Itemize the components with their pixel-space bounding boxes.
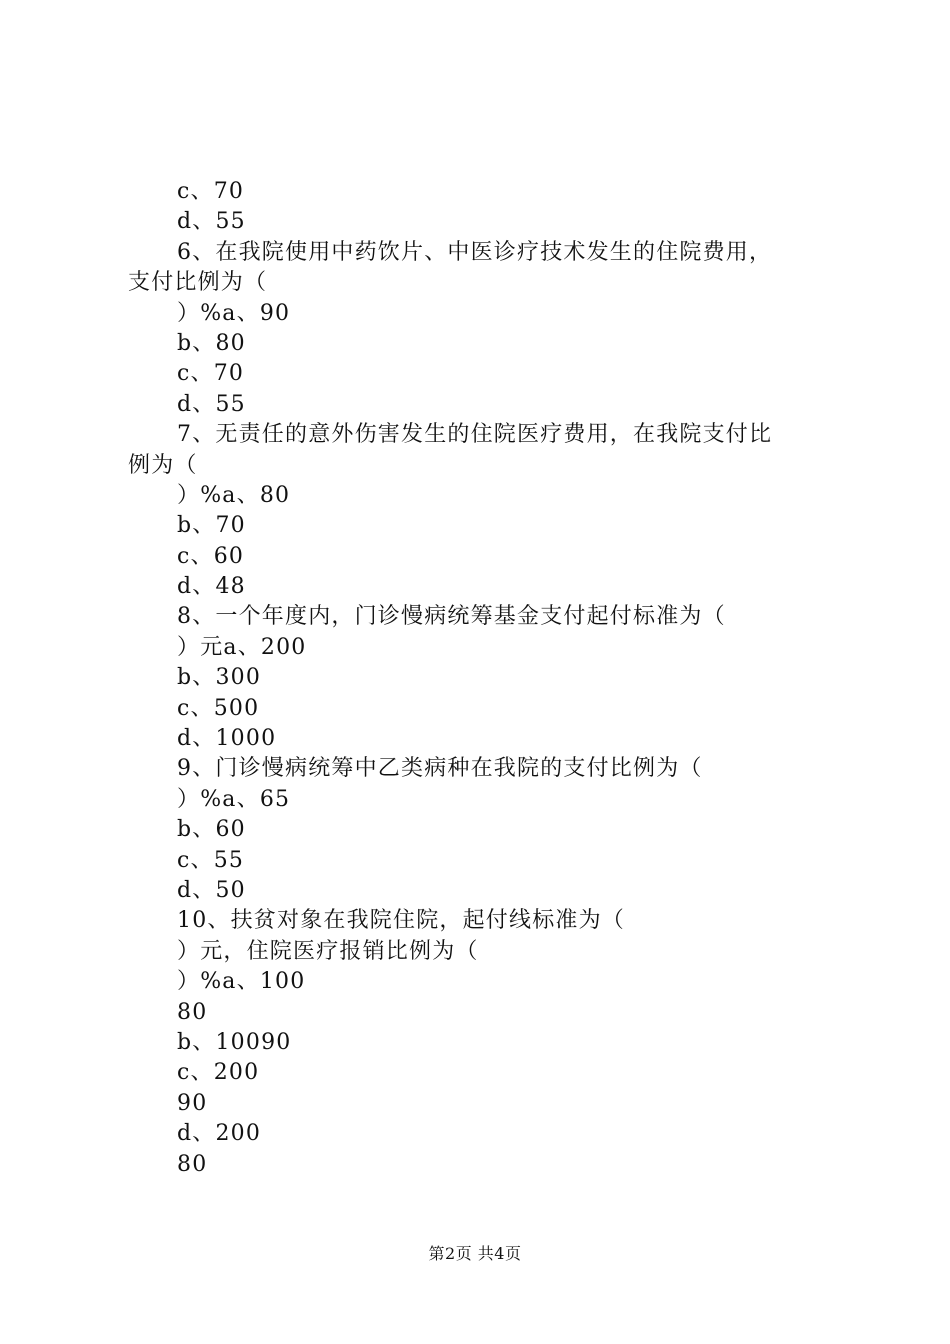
text-line: ）%a、80 — [177, 482, 291, 508]
text-line: c、70 — [177, 361, 245, 387]
text-line: d、50 — [177, 877, 246, 903]
text-line: ）%a、90 — [177, 300, 291, 326]
text-line: 7、无责任的意外伤害发生的住院医疗费用，在我院支付比 — [177, 422, 773, 448]
text-line: d、55 — [177, 391, 246, 417]
text-line: 8、一个年度内，门诊慢病统筹基金支付起付标准为（ — [177, 604, 726, 630]
text-line: d、1000 — [177, 726, 277, 752]
text-line: 90 — [177, 1090, 208, 1116]
text-line: d、48 — [177, 574, 246, 600]
text-line: b、60 — [177, 817, 246, 843]
text-line: c、70 — [177, 179, 245, 204]
text-line: ）元a、200 — [177, 634, 307, 660]
text-line: d、55 — [177, 209, 246, 235]
text-line: ）%a、65 — [177, 786, 291, 812]
text-line: 9、门诊慢病统筹中乙类病种在我院的支付比例为（ — [177, 756, 703, 782]
text-line: d、200 — [177, 1121, 262, 1147]
text-line: b、10090 — [177, 1029, 292, 1055]
text-line: 6、在我院使用中药饮片、中医诊疗技术发生的住院费用， — [177, 239, 773, 265]
text-line: 支付比例为（ — [128, 270, 268, 296]
text-line: ）元，住院医疗报销比例为（ — [177, 938, 479, 964]
text-line: ）%a、100 — [177, 969, 306, 995]
text-line: 10、扶贫对象在我院住院，起付线标准为（ — [177, 908, 625, 934]
text-line: 例为（ — [128, 452, 198, 478]
text-line: c、55 — [177, 847, 245, 873]
text-line: b、70 — [177, 513, 246, 539]
text-line: c、500 — [177, 695, 260, 721]
text-line: 80 — [177, 999, 208, 1025]
text-line: c、200 — [177, 1060, 260, 1086]
text-line: b、80 — [177, 330, 246, 356]
text-line: c、60 — [177, 543, 245, 569]
document-body — [128, 177, 828, 1180]
text-line: b、300 — [177, 665, 262, 691]
text-line: 80 — [177, 1151, 208, 1177]
page-footer: 第2页 共4页 — [428, 1244, 522, 1263]
